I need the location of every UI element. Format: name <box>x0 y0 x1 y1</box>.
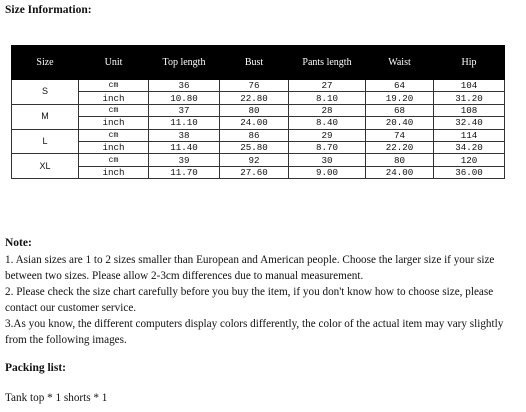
table-row <box>12 166 505 178</box>
note-line-3: 3.As you know, the different computers display colors differently, the color of the actual item may vary slightly from the following images. <box>5 318 504 346</box>
value-cell: 22.80 <box>220 92 289 104</box>
value-cell: 34.20 <box>434 141 505 153</box>
unit-cell: cm <box>79 129 149 141</box>
value-cell: 64 <box>366 80 434 92</box>
value-cell: 27 <box>289 80 366 92</box>
value-cell: 27.60 <box>220 166 289 178</box>
header-pants-length: Pants length <box>289 46 366 80</box>
size-chart-table <box>11 45 505 179</box>
unit-cell: inch <box>79 117 149 129</box>
unit-cell: inch <box>79 166 149 178</box>
header-hip: Hip <box>434 46 505 80</box>
value-cell: 11.70 <box>149 166 220 178</box>
table-row <box>12 104 505 116</box>
value-cell: 80 <box>220 104 289 116</box>
value-cell: 20.40 <box>366 117 434 129</box>
value-cell: 74 <box>366 129 434 141</box>
value-cell: 76 <box>220 80 289 92</box>
value-cell: 28 <box>289 104 366 116</box>
unit-cell: cm <box>79 154 149 166</box>
value-cell: 32.40 <box>434 117 505 129</box>
header-size: Size <box>12 46 79 80</box>
unit-cell: cm <box>79 80 149 92</box>
note-heading: Note: <box>5 237 32 249</box>
value-cell: 68 <box>366 104 434 116</box>
value-cell: 37 <box>149 104 220 116</box>
value-cell: 11.40 <box>149 141 220 153</box>
value-cell: 36.00 <box>434 166 505 178</box>
size-information-title: Size Information: <box>5 4 92 16</box>
value-cell: 11.10 <box>149 117 220 129</box>
value-cell: 108 <box>434 104 505 116</box>
table-row <box>12 154 505 166</box>
note-line-1: 1. Asian sizes are 1 to 2 sizes smaller than European and American people. Choose the larger size if your size between two sizes. Please allow 2-3cm differences due to manual measurement. <box>5 254 495 282</box>
value-cell: 31.20 <box>434 92 505 104</box>
packing-list-heading: Packing list: <box>5 362 67 374</box>
header-waist: Waist <box>366 46 434 80</box>
size-chart-header-row <box>12 46 505 80</box>
value-cell: 10.80 <box>149 92 220 104</box>
header-unit: Unit <box>79 46 149 80</box>
table-row <box>12 141 505 153</box>
value-cell: 92 <box>220 154 289 166</box>
value-cell: 104 <box>434 80 505 92</box>
unit-cell: inch <box>79 92 149 104</box>
value-cell: 86 <box>220 129 289 141</box>
size-cell: L <box>12 129 79 154</box>
table-row <box>12 129 505 141</box>
size-cell: S <box>12 80 79 105</box>
value-cell: 24.00 <box>366 166 434 178</box>
value-cell: 38 <box>149 129 220 141</box>
packing-list-content: Tank top * 1 shorts * 1 <box>5 392 108 404</box>
value-cell: 8.40 <box>289 117 366 129</box>
value-cell: 29 <box>289 129 366 141</box>
value-cell: 8.10 <box>289 92 366 104</box>
value-cell: 120 <box>434 154 505 166</box>
value-cell: 30 <box>289 154 366 166</box>
value-cell: 9.00 <box>289 166 366 178</box>
unit-cell: cm <box>79 104 149 116</box>
value-cell: 24.00 <box>220 117 289 129</box>
value-cell: 114 <box>434 129 505 141</box>
unit-cell: inch <box>79 141 149 153</box>
note-line-2: 2. Please check the size chart carefully before you buy the item, if you don't know how to choose size, please contact our customer service. <box>5 286 494 314</box>
value-cell: 8.70 <box>289 141 366 153</box>
value-cell: 25.80 <box>220 141 289 153</box>
table-row <box>12 92 505 104</box>
table-row <box>12 117 505 129</box>
header-bust: Bust <box>220 46 289 80</box>
value-cell: 22.20 <box>366 141 434 153</box>
header-top-length: Top length <box>149 46 220 80</box>
size-cell: XL <box>12 154 79 179</box>
value-cell: 36 <box>149 80 220 92</box>
table-row <box>12 80 505 92</box>
value-cell: 39 <box>149 154 220 166</box>
size-cell: M <box>12 104 79 129</box>
value-cell: 80 <box>366 154 434 166</box>
value-cell: 19.20 <box>366 92 434 104</box>
